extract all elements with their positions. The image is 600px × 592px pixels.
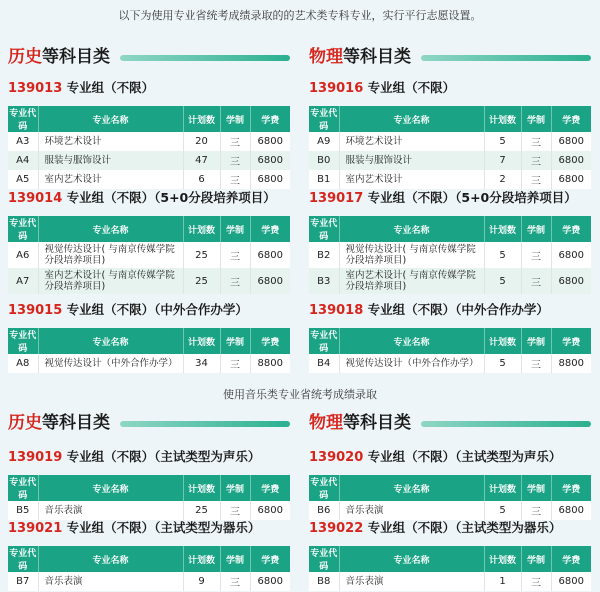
major-name: 视觉传达设计( 与南京传媒学院分段培养项目) (339, 242, 484, 268)
tuition-fee: 6800 (250, 572, 290, 591)
major-name: 室内艺术设计( 与南京传媒学院分段培养项目) (339, 268, 484, 294)
plan-count: 5 (484, 501, 521, 520)
column-header: 学费 (551, 328, 591, 354)
table-row (309, 572, 591, 591)
group-title (309, 518, 561, 536)
group-label: 专业组（不限）（主试类型为声乐） (363, 449, 562, 464)
category-subject: 物理 (309, 413, 343, 433)
category-title (8, 410, 110, 436)
study-years: 三 (220, 242, 250, 268)
category-underline-bar (120, 55, 290, 61)
column-header: 学制 (220, 546, 250, 572)
column-header: 学制 (220, 328, 250, 354)
tuition-fee: 8800 (551, 354, 591, 373)
plan-count: 1 (484, 572, 521, 591)
column-header: 计划数 (183, 216, 220, 242)
major-name: 室内艺术设计 (38, 170, 183, 189)
column-header: 学制 (220, 475, 250, 501)
major-table (8, 328, 290, 373)
column-header: 计划数 (484, 546, 521, 572)
category-suffix: 等科目类 (343, 47, 411, 67)
group-code: 139019 (8, 450, 63, 465)
column-header: 专业名称 (339, 106, 484, 132)
major-name: 视觉传达设计（中外合作办学） (339, 354, 484, 373)
major-code: A3 (8, 132, 38, 151)
study-years: 三 (220, 572, 250, 591)
column-header: 学制 (220, 216, 250, 242)
category-underline-bar (421, 421, 591, 427)
group-label: 专业组（不限）（5+0分段培养项目） (62, 190, 276, 205)
group-label: 专业组（不限） (363, 80, 456, 95)
study-years: 三 (220, 132, 250, 151)
table-header-row (309, 216, 591, 242)
study-years: 三 (220, 170, 250, 189)
category-suffix: 等科目类 (42, 47, 110, 67)
table-row (309, 354, 591, 373)
group-code: 139020 (309, 450, 364, 465)
column-header: 专业代码 (309, 106, 339, 132)
table-header-row (309, 546, 591, 572)
study-years: 三 (521, 151, 551, 170)
tuition-fee: 6800 (551, 572, 591, 591)
major-name: 音乐表演 (339, 572, 484, 591)
group-title (8, 188, 276, 206)
major-code: A9 (309, 132, 339, 151)
column-header: 专业代码 (8, 328, 38, 354)
table-header-row (8, 106, 290, 132)
study-years: 三 (521, 501, 551, 520)
table-row (309, 242, 591, 268)
major-code: B0 (309, 151, 339, 170)
column-header: 专业代码 (8, 546, 38, 572)
column-header: 学费 (250, 546, 290, 572)
group-code: 139022 (309, 521, 364, 536)
column-header: 计划数 (484, 216, 521, 242)
major-table (8, 475, 290, 520)
column-header: 计划数 (484, 106, 521, 132)
table-header-row (8, 328, 290, 354)
tuition-fee: 6800 (551, 151, 591, 170)
major-code: A5 (8, 170, 38, 189)
category-subject: 历史 (8, 413, 42, 433)
column-header: 专业代码 (309, 216, 339, 242)
table-header-row (8, 216, 290, 242)
column-header: 专业名称 (38, 106, 183, 132)
plan-count: 25 (183, 268, 220, 294)
major-code: A7 (8, 268, 38, 294)
category-heading (8, 410, 290, 436)
category-title (8, 44, 110, 70)
plan-count: 34 (183, 354, 220, 373)
major-name: 视觉传达设计( 与南京传媒学院分段培养项目) (38, 242, 183, 268)
study-years: 三 (220, 151, 250, 170)
table-row (309, 170, 591, 189)
tuition-fee: 6800 (551, 132, 591, 151)
table-row (8, 242, 290, 268)
table-row (309, 151, 591, 170)
column-header: 计划数 (183, 328, 220, 354)
column-header: 计划数 (484, 475, 521, 501)
study-years: 三 (521, 572, 551, 591)
category-suffix: 等科目类 (343, 413, 411, 433)
major-name: 服装与服饰设计 (38, 151, 183, 170)
plan-count: 20 (183, 132, 220, 151)
major-table (8, 216, 290, 294)
major-table (309, 216, 591, 294)
intro-note: 以下为使用专业省统考成绩录取的的艺术类专科专业，实行平行志愿设置。 (118, 9, 482, 22)
study-years: 三 (521, 132, 551, 151)
group-code: 139016 (309, 81, 364, 96)
major-code: B8 (309, 572, 339, 591)
study-years: 三 (220, 354, 250, 373)
table-row (8, 354, 290, 373)
column-header: 计划数 (484, 328, 521, 354)
column-header: 学制 (220, 106, 250, 132)
column-header: 计划数 (183, 475, 220, 501)
plan-count: 5 (484, 354, 521, 373)
column-header: 学制 (521, 475, 551, 501)
major-name: 音乐表演 (38, 501, 183, 520)
major-code: A8 (8, 354, 38, 373)
tuition-fee: 6800 (551, 501, 591, 520)
column-header: 学制 (521, 546, 551, 572)
major-table (309, 475, 591, 520)
group-code: 139017 (309, 191, 364, 206)
plan-count: 7 (484, 151, 521, 170)
table-header-row (309, 328, 591, 354)
group-title (8, 78, 154, 96)
column-header: 学制 (521, 216, 551, 242)
category-title (309, 44, 411, 70)
group-title (309, 78, 455, 96)
category-heading (309, 44, 591, 70)
plan-count: 25 (183, 242, 220, 268)
group-label: 专业组（不限）（主试类型为声乐） (62, 449, 261, 464)
group-code: 139015 (8, 303, 63, 318)
major-name: 视觉传达设计（中外合作办学） (38, 354, 183, 373)
category-subject: 历史 (8, 47, 42, 67)
major-table (309, 106, 591, 189)
category-subject: 物理 (309, 47, 343, 67)
table-row (8, 151, 290, 170)
tuition-fee: 6800 (250, 151, 290, 170)
major-code: B1 (309, 170, 339, 189)
category-suffix: 等科目类 (42, 413, 110, 433)
tuition-fee: 8800 (250, 354, 290, 373)
column-header: 学费 (250, 106, 290, 132)
major-name: 环境艺术设计 (339, 132, 484, 151)
plan-count: 47 (183, 151, 220, 170)
major-table (309, 328, 591, 373)
table-header-row (309, 106, 591, 132)
column-header: 计划数 (183, 546, 220, 572)
study-years: 三 (521, 354, 551, 373)
column-header: 专业名称 (38, 328, 183, 354)
column-header: 学费 (551, 216, 591, 242)
group-title (8, 447, 260, 465)
column-header: 专业名称 (38, 216, 183, 242)
study-years: 三 (220, 268, 250, 294)
group-title (8, 518, 260, 536)
column-header: 专业名称 (339, 546, 484, 572)
major-table (8, 106, 290, 189)
group-label: 专业组（不限）（中外合作办学） (62, 302, 248, 317)
table-row (8, 170, 290, 189)
tuition-fee: 6800 (250, 501, 290, 520)
group-title (309, 188, 577, 206)
column-header: 专业代码 (309, 475, 339, 501)
plan-count: 9 (183, 572, 220, 591)
group-code: 139021 (8, 521, 63, 536)
group-title (309, 447, 561, 465)
tuition-fee: 6800 (250, 268, 290, 294)
music-note: 使用音乐类专业省统考成绩录取 (223, 388, 377, 401)
tuition-fee: 6800 (551, 268, 591, 294)
study-years: 三 (220, 501, 250, 520)
column-header: 计划数 (183, 106, 220, 132)
major-code: B2 (309, 242, 339, 268)
column-header: 学费 (551, 475, 591, 501)
plan-count: 5 (484, 268, 521, 294)
table-header-row (309, 475, 591, 501)
column-header: 专业代码 (8, 216, 38, 242)
plan-count: 5 (484, 132, 521, 151)
major-code: B5 (8, 501, 38, 520)
study-years: 三 (521, 268, 551, 294)
major-code: A6 (8, 242, 38, 268)
group-code: 139013 (8, 81, 63, 96)
major-name: 室内艺术设计 (339, 170, 484, 189)
column-header: 学费 (551, 106, 591, 132)
tuition-fee: 6800 (250, 242, 290, 268)
column-header: 学费 (250, 216, 290, 242)
group-label: 专业组（不限）（中外合作办学） (363, 302, 549, 317)
column-header: 专业名称 (339, 475, 484, 501)
major-code: B3 (309, 268, 339, 294)
tuition-fee: 6800 (551, 170, 591, 189)
category-underline-bar (120, 421, 290, 427)
column-header: 学制 (521, 328, 551, 354)
group-label: 专业组（不限）（5+0分段培养项目） (363, 190, 577, 205)
major-code: A4 (8, 151, 38, 170)
column-header: 专业代码 (309, 328, 339, 354)
major-code: B4 (309, 354, 339, 373)
category-title (309, 410, 411, 436)
table-header-row (8, 546, 290, 572)
major-table (8, 546, 290, 591)
group-label: 专业组（不限） (62, 80, 155, 95)
plan-count: 5 (484, 242, 521, 268)
column-header: 专业名称 (38, 475, 183, 501)
major-code: B6 (309, 501, 339, 520)
table-row (8, 132, 290, 151)
table-row (309, 268, 591, 294)
major-name: 服装与服饰设计 (339, 151, 484, 170)
major-name: 音乐表演 (38, 572, 183, 591)
tuition-fee: 6800 (250, 132, 290, 151)
study-years: 三 (521, 170, 551, 189)
major-name: 室内艺术设计( 与南京传媒学院分段培养项目) (38, 268, 183, 294)
column-header: 学费 (551, 546, 591, 572)
column-header: 专业名称 (38, 546, 183, 572)
plan-count: 25 (183, 501, 220, 520)
plan-count: 2 (484, 170, 521, 189)
column-header: 学费 (250, 328, 290, 354)
tuition-fee: 6800 (250, 170, 290, 189)
column-header: 学制 (521, 106, 551, 132)
column-header: 专业名称 (339, 216, 484, 242)
category-heading (8, 44, 290, 70)
group-code: 139014 (8, 191, 63, 206)
column-header: 专业代码 (8, 475, 38, 501)
group-label: 专业组（不限）（主试类型为器乐） (363, 520, 562, 535)
column-header: 专业名称 (339, 328, 484, 354)
column-header: 专业代码 (309, 546, 339, 572)
table-row (8, 572, 290, 591)
major-table (309, 546, 591, 591)
plan-count: 6 (183, 170, 220, 189)
category-heading (309, 410, 591, 436)
major-name: 音乐表演 (339, 501, 484, 520)
group-code: 139018 (309, 303, 364, 318)
table-row (8, 268, 290, 294)
major-name: 环境艺术设计 (38, 132, 183, 151)
group-label: 专业组（不限）（主试类型为器乐） (62, 520, 261, 535)
table-row (309, 132, 591, 151)
table-header-row (8, 475, 290, 501)
study-years: 三 (521, 242, 551, 268)
column-header: 专业代码 (8, 106, 38, 132)
column-header: 学费 (250, 475, 290, 501)
group-title (309, 300, 549, 318)
major-code: B7 (8, 572, 38, 591)
category-underline-bar (421, 55, 591, 61)
tuition-fee: 6800 (551, 242, 591, 268)
group-title (8, 300, 248, 318)
